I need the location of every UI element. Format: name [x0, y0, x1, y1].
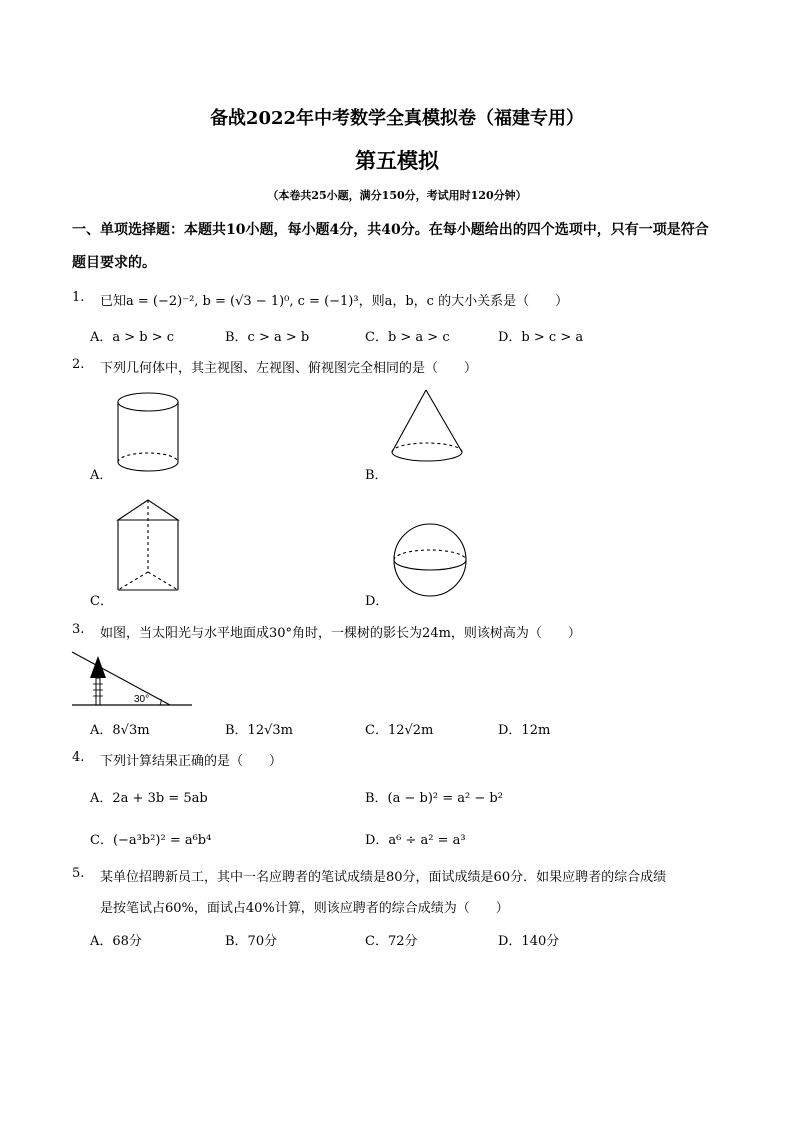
- question-1-number: 1.: [72, 290, 85, 305]
- question-3-option-c: C．12√2m: [365, 723, 434, 738]
- triangular-prism-icon: [112, 498, 192, 596]
- question-1-option-b: B．c > a > b: [225, 330, 310, 345]
- question-3-number: 3.: [72, 622, 85, 637]
- sphere-icon: [392, 522, 472, 602]
- question-2-stem: 下列几何体中，其主视图、左视图、俯视图完全相同的是（ ）: [100, 361, 478, 376]
- question-2-option-d: D．: [365, 594, 389, 609]
- question-5-option-b: B．70分: [225, 934, 278, 949]
- question-5-option-c: C．72分: [365, 934, 418, 949]
- section-heading-line1: 一、单项选择题：本题共10小题，每小题4分，共40分。在每小题给出的四个选项中，只有一项是符合: [72, 222, 709, 238]
- question-1-stem: 已知a = (−2)⁻², b = (√3 − 1)⁰, c = (−1)³，则a，b，c 的大小关系是（ ）: [100, 294, 569, 309]
- question-3-stem: 如图，当太阳光与水平地面成30°角时，一棵树的影长为24m，则该树高为（ ）: [100, 626, 581, 641]
- question-2-option-a: A．: [90, 468, 113, 483]
- question-2-option-b: B．: [365, 468, 388, 483]
- question-3-option-a: A．8√3m: [90, 723, 150, 738]
- sun-ray-line: [72, 652, 170, 705]
- question-5-stem-line2: 是按笔试占60%，面试占40%计算，则该应聘者的综合成绩为（ ）: [100, 901, 509, 916]
- question-4-option-d: D．a⁶ ÷ a² = a³: [365, 833, 466, 848]
- question-4-option-c: C．(−a³b²)² = a⁶b⁴: [90, 833, 212, 848]
- question-3-option-b: B．12√3m: [225, 723, 293, 738]
- question-3-option-d: D．12m: [498, 723, 551, 738]
- question-4-stem: 下列计算结果正确的是（ ）: [100, 754, 283, 769]
- exam-subtitle: 第五模拟: [355, 148, 439, 173]
- question-5-number: 5.: [72, 866, 85, 881]
- exam-note: （本卷共25小题，满分150分，考试用时120分钟）: [267, 189, 527, 202]
- question-2-option-c: C．: [90, 594, 113, 609]
- question-5-stem-line1: 某单位招聘新员工，其中一名应聘者的笔试成绩是80分，面试成绩是60分．如果应聘者的综合成绩: [100, 870, 667, 885]
- question-5-option-a: A．68分: [90, 934, 142, 949]
- exam-title: 备战2022年中考数学全真模拟卷（福建专用）: [209, 108, 585, 129]
- question-4-option-b: B．(a − b)² = a² − b²: [365, 791, 503, 806]
- question-1-option-a: A．a > b > c: [90, 330, 175, 345]
- question-5-option-d: D．140分: [498, 934, 560, 949]
- question-4-option-a: A．2a + 3b = 5ab: [90, 791, 208, 806]
- question-4-number: 4.: [72, 750, 85, 765]
- angle-label: 30°: [134, 694, 150, 705]
- cone-icon: [388, 388, 468, 468]
- question-1-option-c: C．b > a > c: [365, 330, 450, 345]
- tree-shadow-diagram: [72, 648, 196, 710]
- question-1-option-d: D．b > c > a: [498, 330, 584, 345]
- section-heading-line2: 题目要求的。: [72, 255, 156, 271]
- cylinder-icon: [112, 392, 192, 474]
- question-2-number: 2.: [72, 357, 85, 372]
